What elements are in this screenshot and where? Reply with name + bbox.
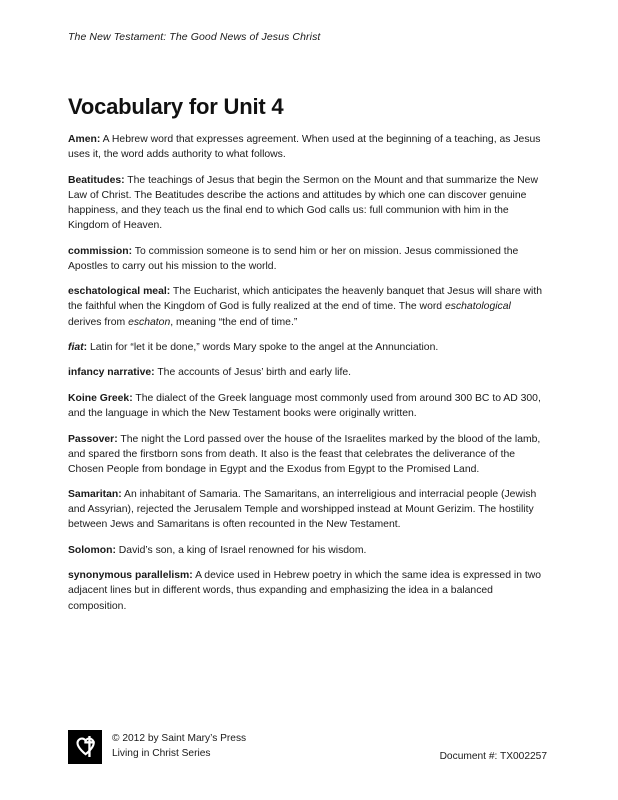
glossary-definition: Latin for “let it be done,” words Mary spoke to the angel at the Annunciation. (89, 341, 439, 353)
glossary-term: synonymous parallelism: (68, 570, 193, 582)
glossary-definition-part2: derives from (68, 316, 129, 328)
glossary-entry-fiat (68, 340, 547, 355)
glossary-term: Koine Greek: (68, 392, 133, 404)
glossary-entry-beatitudes (68, 173, 547, 233)
glossary-term: commission: (68, 245, 133, 257)
glossary-definition: An inhabitant of Samaria. The Samaritans, an interreligious and interracial people (Jewish and Assyrian), rejected the Jerusalem Temple and worshipped instead at Mount Gerizim. The hostility between Jews and Samaritans is often recounted in the New Testament. (68, 489, 537, 531)
glossary-definition-part3: , meaning “the end of time.” (170, 316, 298, 328)
glossary-entry-synonymous-parallelism (68, 568, 547, 613)
glossary-entry-infancy-narrative (68, 365, 547, 380)
glossary-term: fiat (68, 341, 84, 353)
glossary-definition: The accounts of Jesus’ birth and early life. (157, 367, 352, 379)
glossary-definition-part1: The Eucharist, which anticipates the heavenly banquet that Jesus will share with the faithful when the Kingdom of God is fully realized at the end of time. The word (68, 286, 542, 313)
glossary-definition: The dialect of the Greek language most commonly used from around 300 BC to AD 300, and the language in which the New Testament books were originally written. (68, 392, 541, 420)
glossary-entry-passover (68, 432, 547, 477)
glossary-definition-italic-eschatological: eschatological (444, 301, 511, 313)
glossary-term: Beatitudes: (68, 174, 125, 186)
glossary-entry-eschatological-meal (68, 284, 547, 329)
glossary-term: Samaritan: (68, 489, 122, 501)
glossary-entry-amen (68, 132, 547, 162)
glossary-term: infancy narrative: (68, 367, 155, 379)
glossary-definition: The teachings of Jesus that begin the Sermon on the Mount and that summarize the New Law of Christ. The Beatitudes describe the actions and attitudes by which one can discover genuine happiness, and they teach us the final end to which God calls us: full communion with him in the Kingdom of Heaven. (68, 174, 538, 232)
glossary-list (68, 122, 547, 614)
glossary-entry-samaritan (68, 487, 547, 532)
glossary-definition: David’s son, a king of Israel renowned for his wisdom. (118, 544, 367, 556)
saint-marys-press-heart-cross-icon (68, 730, 102, 764)
glossary-entry-commission (68, 244, 547, 274)
glossary-term-colon: : (83, 341, 88, 353)
glossary-term: Solomon: (68, 544, 116, 556)
glossary-definition: The night the Lord passed over the house of the Israelites marked by the blood of the lamb, and spared the firstborn sons from death. It also is the feast that celebrates the deliverance of the Chosen People from bondage in Egypt and the Exodus from Egypt to the Promised Land. (68, 433, 541, 475)
footer-left-group (68, 730, 246, 764)
glossary-definition: To commission someone is to send him or her on mission. Jesus commissioned the Apostles to carry out his mission to the world. (68, 245, 519, 272)
footer-text-block (112, 730, 246, 761)
footer-document-number: Document #: TX002257 (439, 751, 547, 762)
glossary-term: eschatological meal: (68, 286, 171, 298)
running-head: The New Testament: The Good News of Jesus Christ (68, 31, 321, 43)
footer-series: Living in Christ Series (112, 747, 211, 759)
page-title: Vocabulary for Unit 4 (68, 93, 284, 119)
glossary-definition-italic-eschaton: eschaton (128, 316, 171, 328)
page-footer (68, 730, 547, 770)
glossary-term: Amen: (68, 134, 101, 146)
glossary-definition: A device used in Hebrew poetry in which the same idea is expressed in two adjacent lines but in different words, thus expanding and emphasizing the idea in a balanced composition. (68, 570, 542, 612)
footer-copyright: © 2012 by Saint Mary’s Press (112, 733, 247, 744)
glossary-term: Passover: (68, 433, 118, 445)
glossary-entry-solomon (68, 543, 547, 558)
glossary-entry-koine-greek (68, 391, 547, 421)
glossary-definition: A Hebrew word that expresses agreement. When used at the beginning of a teaching, as Jesus uses it, the word adds authority to what follows. (68, 134, 541, 161)
